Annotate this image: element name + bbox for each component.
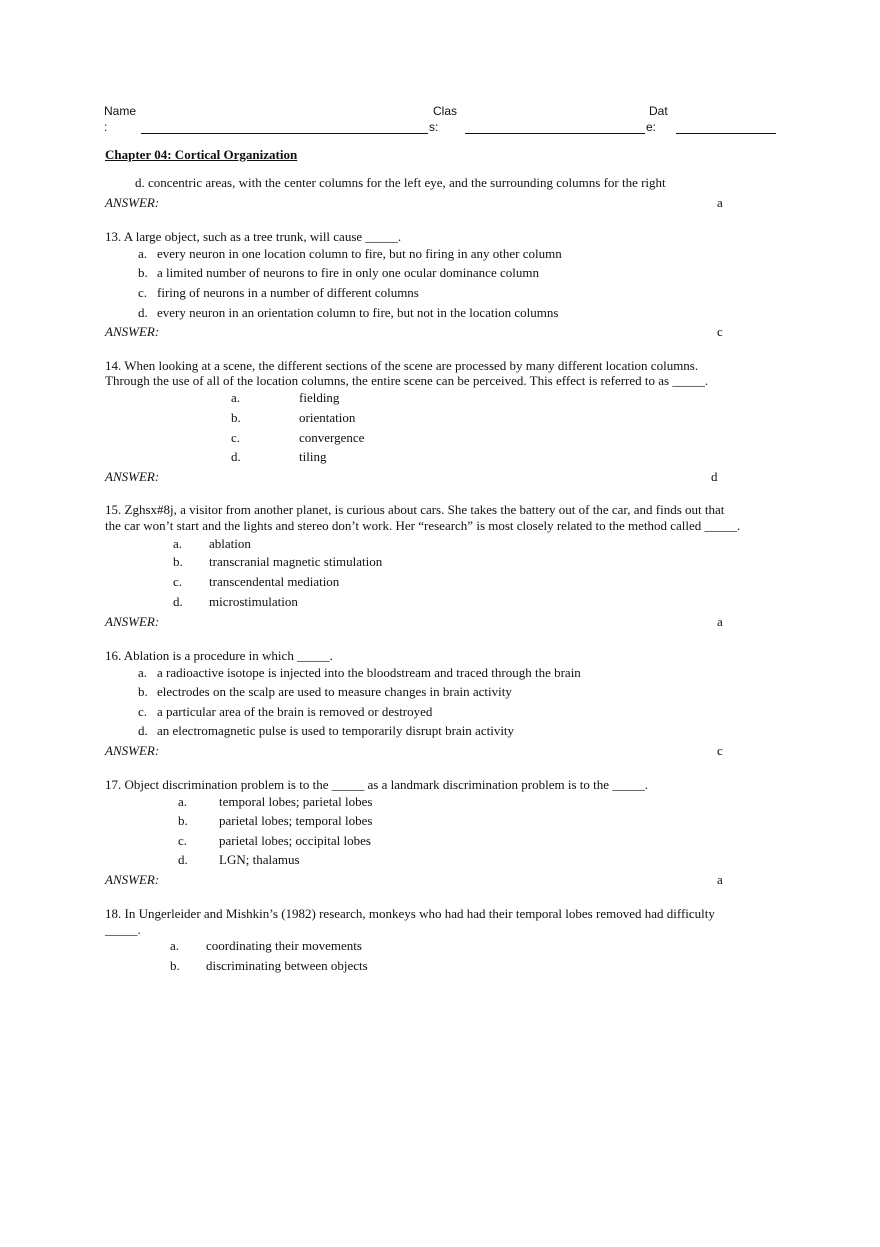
option-letter: d. — [178, 852, 188, 867]
option-letter: d. — [231, 449, 241, 464]
class-label: Clas — [433, 104, 458, 118]
question-stem: 18. In Ungerleider and Mishkin’s (1982) research, monkeys who had had their temporal lobes removed had difficulty — [105, 906, 715, 921]
option-text: every neuron in one location column to fire, but no firing in any other column — [157, 246, 562, 261]
option-text: firing of neurons in a number of different columns — [157, 285, 419, 300]
option-text: an electromagnetic pulse is used to temporarily disrupt brain activity — [157, 723, 515, 738]
answer-label: ANSWER: — [105, 614, 160, 629]
option-letter: b. — [178, 813, 188, 828]
option-letter: d. — [173, 594, 183, 609]
date-label: Dat — [649, 104, 668, 118]
option-text: tiling — [299, 449, 327, 464]
option-text: coordinating their movements — [206, 938, 362, 953]
name-label: Name — [104, 104, 137, 118]
option-text: microstimulation — [209, 594, 298, 609]
option-text: electrodes on the scalp are used to measure changes in brain activity — [157, 684, 512, 699]
option-letter: a. — [173, 536, 183, 551]
option-text: convergence — [299, 430, 365, 445]
answer-value: a — [717, 872, 723, 887]
chapter-title: Chapter 04: Cortical Organization — [105, 147, 298, 162]
option-letter: a. — [178, 794, 188, 809]
option-letter: b. — [173, 554, 183, 569]
question-stem: _____. — [105, 922, 141, 937]
question-stem: 13. A large object, such as a tree trunk, will cause _____. — [105, 229, 402, 244]
option-text: ablation — [209, 536, 251, 551]
question-stem: 14. When looking at a scene, the different sections of the scene are processed by many different location columns. — [105, 358, 699, 373]
option-text: discriminating between objects — [206, 958, 368, 973]
question-stem: 16. Ablation is a procedure in which _____. — [105, 648, 333, 663]
option-letter: b. — [170, 958, 180, 973]
option-letter: d. — [138, 723, 148, 738]
question-stem: 17. Object discrimination problem is to the _____ as a landmark discrimination problem is to the _____. — [105, 777, 649, 792]
class-colon: s: — [429, 120, 439, 134]
option-letter: c. — [173, 574, 183, 589]
answer-label: ANSWER: — [105, 469, 160, 484]
option-letter: b. — [138, 265, 148, 280]
option-letter: b. — [231, 410, 241, 425]
carryover-option: d. concentric areas, with the center columns for the left eye, and the surrounding columns for the right — [135, 175, 666, 190]
date-colon: e: — [646, 120, 657, 134]
answer-value: a — [717, 614, 723, 629]
name-colon: : — [104, 120, 108, 134]
answer-label: ANSWER: — [105, 324, 160, 339]
option-text: temporal lobes; parietal lobes — [219, 794, 373, 809]
option-text: parietal lobes; temporal lobes — [219, 813, 373, 828]
question-stem: Through the use of all of the location columns, the entire scene can be perceived. This effect is referred to as _____. — [105, 373, 709, 388]
answer-label: ANSWER: — [105, 195, 160, 210]
option-letter: c. — [231, 430, 241, 445]
option-letter: c. — [138, 285, 148, 300]
option-text: parietal lobes; occipital lobes — [219, 833, 371, 848]
option-text: fielding — [299, 390, 340, 405]
option-text: LGN; thalamus — [219, 852, 300, 867]
option-text: a limited number of neurons to fire in only one ocular dominance column — [157, 265, 539, 280]
answer-label: ANSWER: — [105, 872, 160, 887]
option-text: a radioactive isotope is injected into the bloodstream and traced through the brain — [157, 665, 581, 680]
name-field-line[interactable] — [141, 133, 428, 134]
answer-value: a — [717, 195, 723, 210]
option-letter: b. — [138, 684, 148, 699]
question-stem: the car won’t start and the lights and stereo don’t work. Her “research” is most closely related to the method called _____. — [105, 518, 741, 533]
answer-value: c — [717, 743, 723, 758]
answer-label: ANSWER: — [105, 743, 160, 758]
answer-value: d — [711, 469, 718, 484]
option-text: transcranial magnetic stimulation — [209, 554, 383, 569]
option-letter: a. — [138, 665, 148, 680]
option-letter: d. — [138, 305, 148, 320]
option-letter: c. — [138, 704, 148, 719]
answer-value: c — [717, 324, 723, 339]
option-text: orientation — [299, 410, 356, 425]
option-text: a particular area of the brain is removed or destroyed — [157, 704, 433, 719]
class-field-line[interactable] — [465, 133, 645, 134]
option-text: every neuron in an orientation column to fire, but not in the location columns — [157, 305, 559, 320]
option-text: transcendental mediation — [209, 574, 340, 589]
option-letter: a. — [231, 390, 241, 405]
option-letter: a. — [138, 246, 148, 261]
option-letter: c. — [178, 833, 188, 848]
option-letter: a. — [170, 938, 180, 953]
question-stem: 15. Zghsx#8j, a visitor from another planet, is curious about cars. She takes the battery out of the car, and finds out that — [105, 502, 725, 517]
date-field-line[interactable] — [676, 133, 776, 134]
